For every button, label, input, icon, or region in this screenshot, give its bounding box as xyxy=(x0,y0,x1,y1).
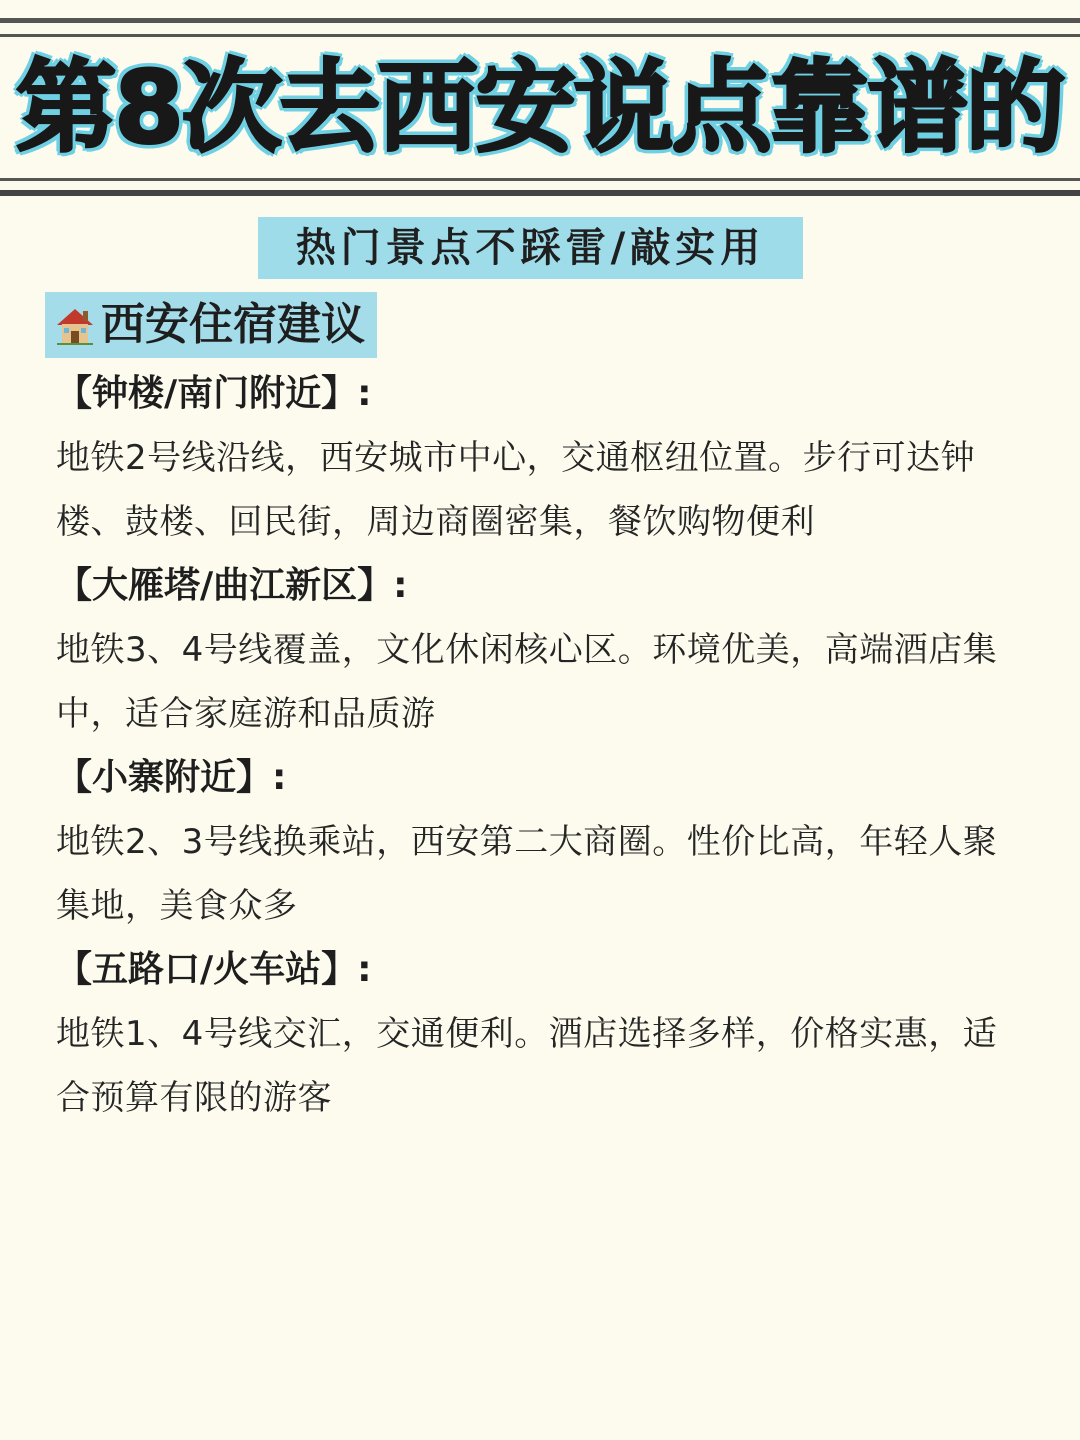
top-rule-2 xyxy=(0,34,1080,37)
bottom-rule-2 xyxy=(0,190,1080,196)
section-header xyxy=(45,292,377,358)
area-heading-4: 【五路口/火车站】: xyxy=(56,949,372,990)
bottom-rule-1 xyxy=(0,178,1080,181)
area-description-2: 地铁3、4号线覆盖，文化休闲核心区。环境优美，高端酒店集中，适合家庭游和品质游 xyxy=(56,630,998,734)
area-description-4: 地铁1、4号线交汇，交通便利。酒店选择多样，价格实惠，适合预算有限的游客 xyxy=(56,1014,998,1118)
subtitle-banner: 热门景点不踩雷/敲实用 xyxy=(258,217,803,279)
area-description-3: 地铁2、3号线换乘站，西安第二大商圈。性价比高，年轻人聚集地，美食众多 xyxy=(56,822,998,926)
section-title: 西安住宿建议 xyxy=(101,299,365,350)
area-heading-3: 【小寨附近】: xyxy=(56,757,287,798)
house-icon xyxy=(53,303,97,347)
top-rule-1 xyxy=(0,18,1080,23)
area-heading-1: 【钟楼/南门附近】: xyxy=(56,373,372,414)
page-title: 第8次去西安说点靠谱的 xyxy=(16,49,1064,166)
area-description-1: 地铁2号线沿线，西安城市中心，交通枢纽位置。步行可达钟楼、鼓楼、回民街，周边商圈密集，餐饮购物便利 xyxy=(56,438,976,542)
area-heading-2: 【大雁塔/曲江新区】: xyxy=(56,565,408,606)
